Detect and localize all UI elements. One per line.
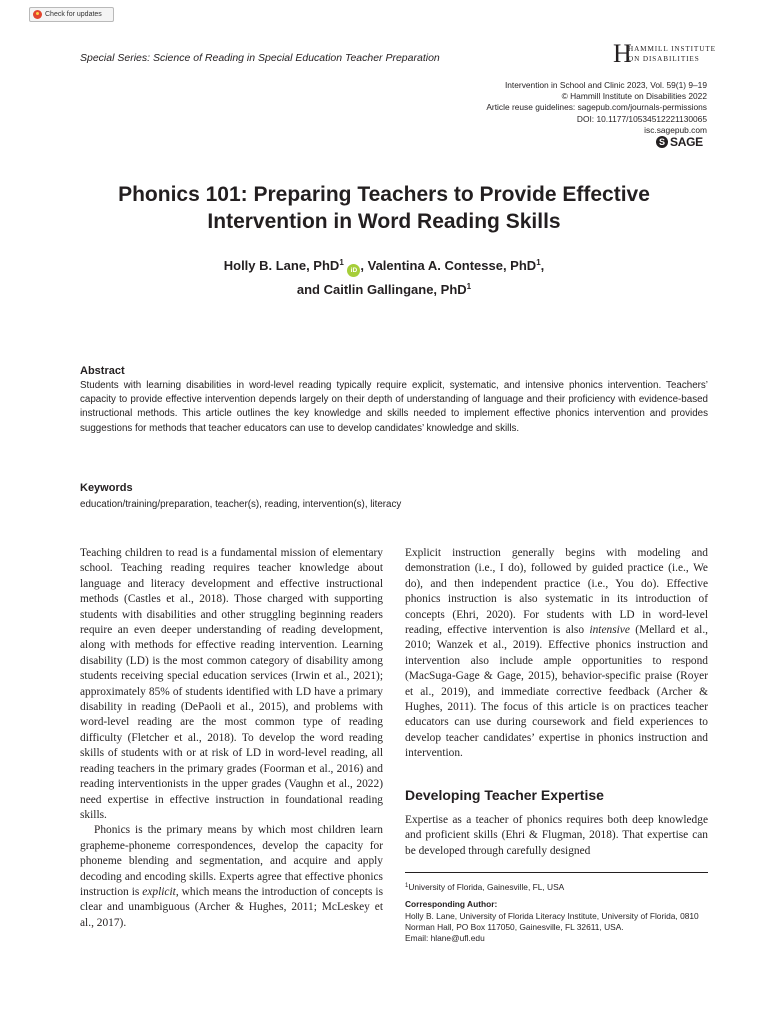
series-title: Special Series: Science of Reading in Special Education Teacher Preparation [80,52,440,64]
sage-wordmark: SAGE [670,135,703,149]
footnotes [405,881,708,944]
logo-line-1: HAMMILL INSTITUTE [628,45,716,53]
check-for-updates-label: Check for updates [45,11,102,18]
crossmark-icon [33,10,42,19]
affiliation-note: $^1$University of Florida, Gainesville, FL, USA [405,882,565,892]
sage-circle-icon: S [656,136,668,148]
journal-copyright: © Hammill Institute on Disabilities 2022 [561,91,707,102]
author-affiliation-mark: 1 [466,282,472,291]
author-name: Holly B. Lane, PhD [223,258,340,273]
check-for-updates-button[interactable] [29,7,114,22]
body-paragraph: Expertise as a teacher of phonics requires both deep knowledge and proficient skills (Ehri & Flugman, 2018). That expertise can be developed through carefully designed [405,814,708,857]
body-column-right [405,546,708,762]
emphasis-text: explicit [142,885,176,898]
abstract-heading: Abstract [80,365,125,377]
corresponding-author-heading: Corresponding Author: [405,899,498,910]
body-paragraph: Explicit instruction generally begins with modeling and demonstration (i.e., I do), followed by guided practice (i.e., We do), and then independent practice (i.e., You do). Effective phonics instruction is also systematic in its introduction of concepts (Ehri, 2020). For students with LD in word-level reading, effective intervention is also intensive (Mellard et al., 2010; Wanzek et al., 2019). Effective phonics instruction and intervention also include ample opportunities to respond (MacSuga-Gage & Gage, 2015), behavior-specific praise (Royer et al., 2019), and immediate corrective feedback (Archer & Hughes, 2011). The focus of this article is on practices teacher educators can use during coursework and field experiences to develop teacher candidates’ expertise in phonics instruction and intervention. [405,547,709,760]
article-title [60,181,708,235]
emphasis-text: intensive [589,624,630,637]
body-column-left [80,546,383,931]
title-line-2: Intervention in Word Reading Skills [207,210,561,233]
journal-reuse-link[interactable]: Article reuse guidelines: sagepub.com/journals-permissions [486,102,707,113]
journal-citation: Intervention in School and Clinic 2023, Vol. 59(1) 9–19 [504,80,707,90]
journal-info [387,80,707,136]
logo-line-2: ON DISABILITIES [628,55,700,63]
keywords-text: education/training/preparation, teacher(s), reading, intervention(s), literacy [80,499,402,510]
body-column-right-continued [405,813,708,859]
body-paragraph: Phonics is the primary means by which most children learn grapheme-phoneme correspondences, develop the capacity for phoneme blending and segmentation, and acquire and apply decoding and encoding skills. Experts agree that effective phonics instruction is explicit, which means the introduction of concepts is clear and unambiguous (Archer & Hughes, 2011; McLeskey et al., 2017). [80,824,384,929]
corresponding-author-email[interactable]: Email: hlane@ufl.edu [405,933,485,944]
corresponding-author-text: Holly B. Lane, University of Florida Literacy Institute, University of Florida, 0810 Norman Hall, PO Box 117050, Gainesville, FL 32611, USA. [405,910,699,932]
hammill-institute-logo [613,39,716,73]
orcid-icon[interactable]: iD [347,264,360,277]
sage-logo [656,135,708,149]
body-paragraph: Teaching children to read is a fundamental mission of elementary school. Teaching reading requires teacher knowledge about language and literacy development and effective instructional methods (Castles et al., 2018). Those charged with supporting students with disabilities and other struggling beginning readers require an even deeper understanding of reading development, along with methods for effective reading intervention. Learning disability (LD) is the most common category of disability among students receiving special education services (Irwin et al., 2021); approximately 85% of students identified with LD have a primary disability in reading (DePaoli et al., 2015), and problems with word-level reading are the most common type of reading difficulty (Fletcher et al., 2018). To develop the word reading skills of students with or at risk of LD in word-level reading, all reading teachers in the primary grades (Foorman et al., 2016) and reading interventionists in the upper grades (Vaughn et al., 2022) need expertise in effective instruction in foundational reading skills. [80,547,383,821]
hammill-logo-mark-icon: H [613,39,632,68]
section-heading: Developing Teacher Expertise [405,787,604,803]
author-name: Valentina A. Contesse, PhD [367,258,537,273]
author-list: Holly B. Lane, PhD$^1$ iD , Valentina A. Contesse, PhD$^1$, and Caitlin Gallingane, PhD$^1$ [223,258,545,297]
journal-doi-link[interactable]: DOI: 10.1177/10534512221130065 [576,113,707,124]
author-affiliation-mark: 1 [536,258,541,267]
journal-site-link[interactable]: isc.sagepub.com [644,124,707,135]
author-affiliation-mark: 1 [339,258,344,267]
footnote-divider [405,872,708,873]
keywords-heading: Keywords [80,482,133,494]
author-name: Caitlin Gallingane, PhD [323,282,467,297]
title-line-1: Phonics 101: Preparing Teachers to Provide Effective [118,183,650,206]
abstract-text: Students with learning disabilities in word-level reading typically require explicit, systematic, and intensive phonics intervention. Teachers’ capacity to provide effective intervention depends largely on their depth of understanding of language and their proficiency with evidence-based instructional methods. This article outlines the key knowledge and skills needed to implement effective phonics intervention and provides suggestions for methods that teacher educators can use to develop candidates’ knowledge and skills. [80,380,708,434]
